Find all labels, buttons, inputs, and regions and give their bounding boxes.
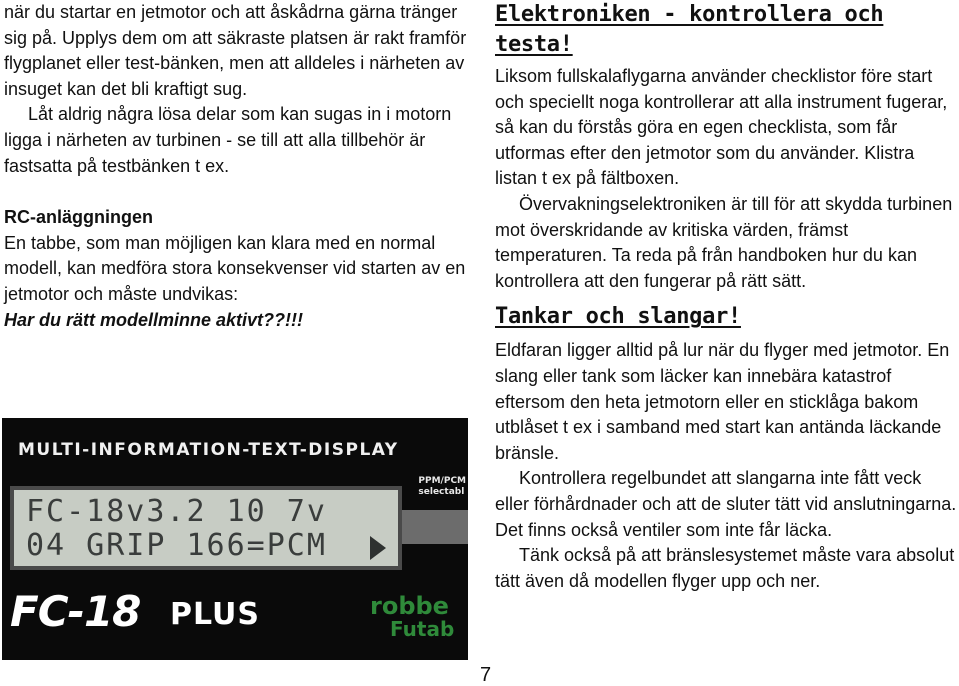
right-paragraph-4: Kontrollera regelbundet att slangarna inte fått veck eller förhårdnader och att de sluter tätt vid anslutningarna. Det finns också ventiler som inte får läcka. bbox=[495, 468, 957, 540]
right-column bbox=[495, 0, 957, 594]
lcd-line-2: 04 GRIP 166=PCM bbox=[26, 528, 327, 563]
tanks-heading: Tankar och slangar! bbox=[495, 304, 741, 330]
rc-heading: RC-anläggningen bbox=[4, 207, 153, 228]
side-label-line-1: PPM/PCM bbox=[418, 476, 466, 486]
left-column bbox=[4, 0, 472, 333]
rc-paragraph bbox=[4, 231, 472, 333]
right-paragraph-3: Eldfaran ligger alltid på lur när du flyger med jetmotor. En slang eller tank som läcker kan innebära katastrof eftersom den heta jetmotorn eller en sticklåga bakom utblåset t ex i samband med start kan antända läckande bränsle. bbox=[495, 340, 950, 463]
display-side-label bbox=[418, 476, 466, 498]
brand-suffix: PLUS bbox=[170, 597, 261, 632]
transmitter-display-photo bbox=[2, 418, 468, 660]
maker-logo-2: Futab bbox=[390, 617, 455, 641]
electronics-heading: Elektroniken - kontrollera och testa! bbox=[495, 2, 884, 57]
brand-logo: FC-18 bbox=[10, 587, 141, 636]
side-label-line-2: selectabl bbox=[418, 487, 465, 497]
left-paragraph-2: Låt aldrig några lösa delar som kan sugas in i motorn ligga i närheten av turbinen - se till att alla tillbehör är fastsatta på testbänken t ex. bbox=[4, 104, 452, 176]
page-number: 7 bbox=[480, 664, 492, 686]
rc-question: Har du rätt modellminne aktivt??!!! bbox=[4, 309, 304, 330]
paragraph-gap bbox=[4, 179, 472, 205]
display-bezel bbox=[402, 510, 468, 544]
right-paragraph-1: Liksom fullskalaflygarna använder checklistor före start och speciellt noga kontrollerar att alla instrument fugerar, så kan du förstås göra en egen checklista, som får utformas efter den jetmotor som du använder. Klistra listan t ex på fältboxen. bbox=[495, 66, 948, 189]
display-panel-title: MULTI-INFORMATION-TEXT-DISPLAY bbox=[18, 440, 399, 460]
lcd-arrow-icon bbox=[370, 536, 386, 560]
right-paragraph-5: Tänk också på att bränslesystemet måste vara absolut tätt även då modellen flyger upp och ner. bbox=[495, 545, 955, 591]
lcd-screen bbox=[10, 486, 402, 570]
lcd-line-1: FC-18v3.2 10 7v bbox=[26, 494, 327, 529]
right-paragraph-2: Övervakningselektroniken är till för att skydda turbinen mot överskridande av kritiska värden, främst temperaturen. Ta reda på från handboken hur du kan kontrollera att den fungerar på rätt sätt. bbox=[495, 193, 953, 291]
left-paragraph-1: när du startar en jetmotor och att åskådrna gärna tränger sig på. Upplys dem om att säkraste platsen är rakt framför flygplanet eller test-bänken, men att alldeles i närheten av insuget kan det bli kraftigt sug. bbox=[4, 2, 467, 99]
rc-text: En tabbe, som man möjligen kan klara med en normal modell, kan medföra stora konsekvenser vid starten av en jetmotor och måste undvikas: bbox=[4, 232, 466, 304]
maker-logo: robbe bbox=[370, 592, 449, 620]
